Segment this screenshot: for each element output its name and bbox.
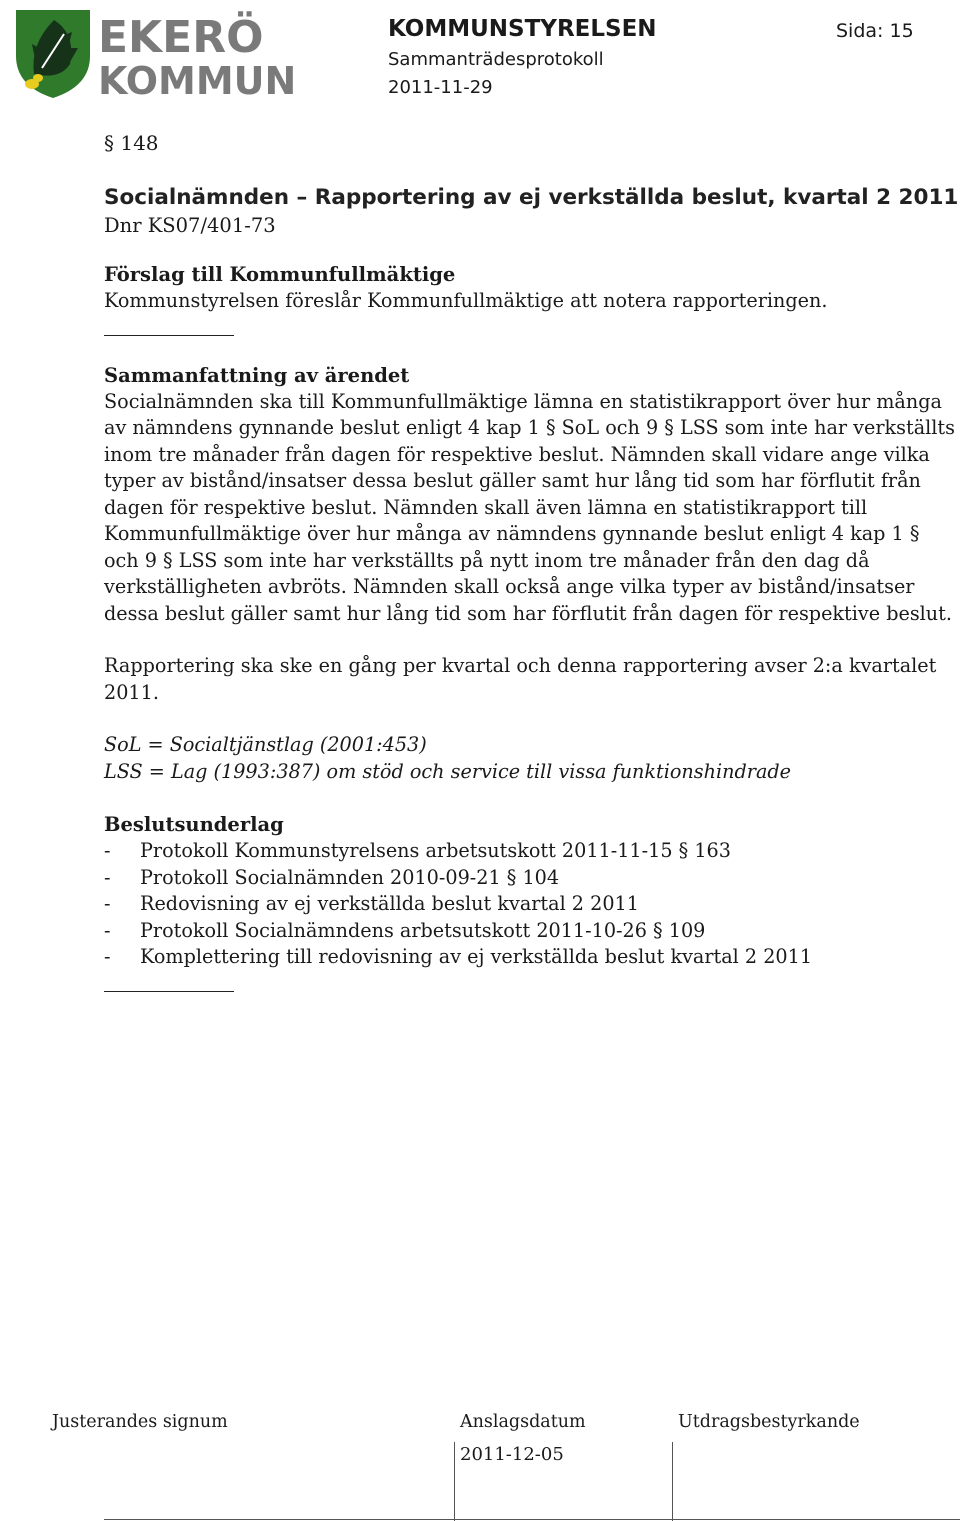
posting-date-label: Anslagsdatum	[460, 1412, 586, 1432]
basis-heading: Beslutsunderlag	[104, 813, 284, 836]
section-number: 148	[120, 131, 159, 155]
list-item: - Protokoll Kommunstyrelsens arbetsutskott 2011-11-15 § 163	[104, 839, 731, 862]
meeting-date: 2011-11-29	[388, 77, 493, 98]
divider	[104, 991, 234, 992]
protocol-body	[104, 130, 960, 992]
basis-list	[104, 838, 960, 971]
list-item: - Protokoll Socialnämnden 2010-09-21 § 104	[104, 865, 560, 889]
footer-divider	[454, 1442, 455, 1521]
abbreviation-lss: LSS = Lag (1993:387) om stöd och service till vissa funktionshindrade	[104, 759, 792, 783]
footer-divider	[672, 1442, 673, 1521]
document-subtitle: Sammanträdesprotokoll	[388, 49, 604, 70]
svg-text:KOMMUN: KOMMUN	[98, 59, 297, 103]
svg-text:EKERÖ: EKERÖ	[98, 12, 264, 63]
abbreviation-sol: SoL = Socialtjänstlag (2001:453)	[104, 733, 427, 756]
summary-paragraph-1: Socialnämnden ska till Kommunfullmäktige lämna en statistikrapport över hur många av nämndens gynnande beslut enligt 4 kap 1 § SoL och 9 § LSS som inte har verkställts inom tre månader från dagen för respektive beslut. Nämnden skall vidare ange vilka typer av bistånd/insatser dessa beslut gäller samt hur lång tid som har förflutit från dagen för respektive beslut. Nämnden skall även lämna en statistikrapport till Kommunfullmäktige över hur många av nämndens gynnande beslut enligt 4 kap 1 § och 9 § LSS som inte har verkställts på nytt inom tre månader från den dag då verkställigheten avbröts. Nämnden skall också ange vilka typer av bistånd/insatser dessa beslut gäller samt hur lång tid som har förflutit från dagen för respektive beslut.	[104, 389, 955, 625]
paragraph-number	[104, 130, 960, 157]
page-number: Sida: 15	[836, 20, 914, 42]
ekero-kommun-logo	[12, 4, 297, 103]
posting-date: 2011-12-05	[460, 1444, 564, 1465]
list-item: - Protokoll Socialnämndens arbetsutskott 2011-10-26 § 109	[104, 918, 706, 942]
signum-label: Justerandes signum	[52, 1412, 228, 1432]
case-title: Socialnämnden – Rapportering av ej verkställda beslut, kvartal 2 2011	[104, 184, 959, 210]
section-sign: §	[104, 131, 114, 155]
summary-heading: Sammanfattning av ärendet	[104, 363, 410, 387]
case-dnr: Dnr KS07/401-73	[104, 213, 276, 237]
extract-label: Utdragsbestyrkande	[678, 1412, 860, 1432]
list-item: - Redovisning av ej verkställda beslut kvartal 2 2011	[104, 892, 639, 915]
footer-rule	[104, 1519, 960, 1520]
proposal-text: Kommunstyrelsen föreslår Kommunfullmäktige att notera rapporteringen.	[104, 289, 828, 312]
summary-paragraph-2: Rapportering ska ske en gång per kvartal och denna rapportering avser 2:a kvartalet 2011.	[104, 654, 937, 704]
list-item: - Komplettering till redovisning av ej verkställda beslut kvartal 2 2011	[104, 945, 813, 968]
proposal-heading: Förslag till Kommunfullmäktige	[104, 263, 456, 286]
document-title: KOMMUNSTYRELSEN	[388, 16, 657, 42]
